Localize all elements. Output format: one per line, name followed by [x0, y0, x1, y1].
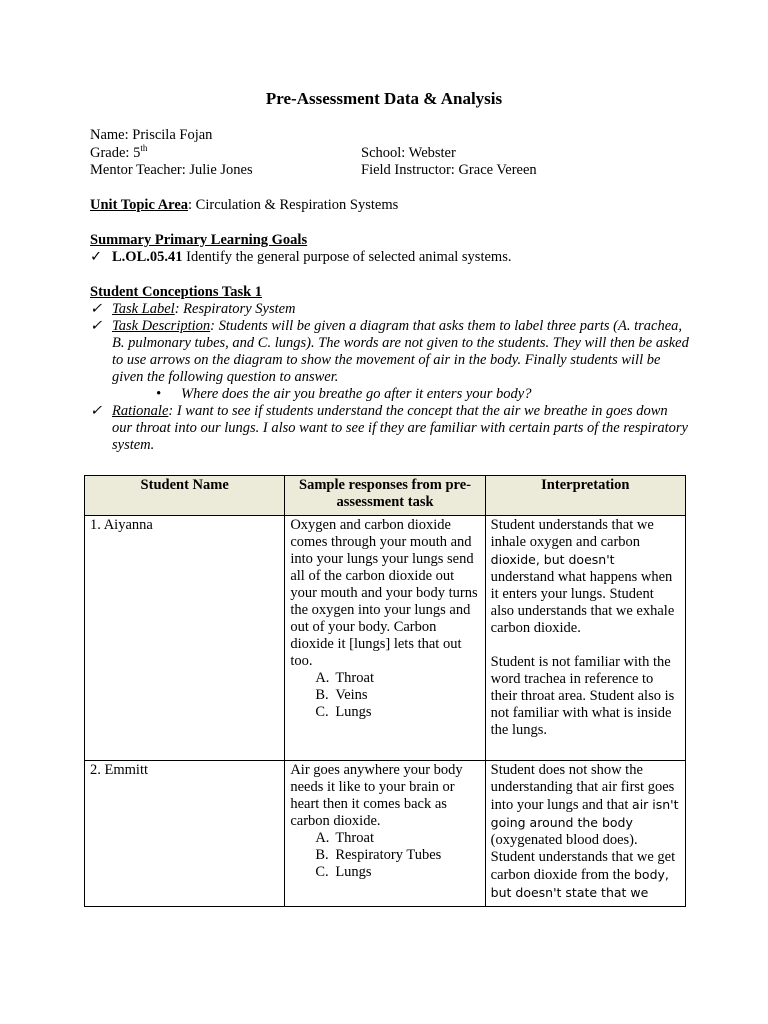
student-name-cell: 2. Emmitt	[85, 761, 285, 907]
task-heading: Student Conceptions Task 1	[90, 284, 263, 300]
table-row	[85, 761, 686, 907]
col-sample-responses: Sample responses from pre-assessment task	[285, 476, 485, 516]
field-instructor-field: Field Instructor: Grace Vereen	[361, 162, 537, 178]
table-row	[85, 516, 686, 761]
student-name-cell: 1. Aiyanna	[85, 516, 285, 761]
interpretation-cell: Student does not show the understanding that air first goes into your lungs and that air isn't going around the body (oxygenated blood does). Student understands that we get carbon dioxide from the body, but doesn't state that we	[485, 761, 685, 907]
checkmark-icon: ✓	[90, 249, 103, 265]
response-cell: Oxygen and carbon dioxide comes through your mouth and into your lungs your lungs send all of the carbon dioxide out your mouth and your body turns the oxygen into your lungs and out of your body. Carbon dioxide it [lungs] lets that out too. A. Throat B. Veins C. Lungs	[285, 516, 485, 761]
school-field: School: Webster	[361, 144, 456, 161]
checkmark-icon: ✓	[90, 318, 103, 334]
interpretation-cell: Student understands that we inhale oxygen and carbon dioxide, but doesn't understand what happens when it enters your lungs. Student also understands that we exhale carbon dioxide. Student is not familiar with the word trachea in reference to their throat area. Student also is not familiar with what is inside the lungs.	[485, 516, 685, 761]
checkmark-icon: ✓	[90, 301, 103, 317]
unit-topic: Unit Topic Area: Circulation & Respiration Systems	[90, 197, 399, 213]
checkmark-icon: ✓	[90, 403, 103, 419]
assessment-table	[84, 475, 686, 907]
page-title: Pre-Assessment Data & Analysis	[265, 89, 503, 108]
task-question: • Where does the air you breathe go after it enters your body?	[156, 386, 532, 402]
grade-field: Grade: 5th	[90, 142, 148, 161]
learning-goals: Summary Primary Learning Goals ✓ L.OL.05.41 Identify the general purpose of selected animal systems.	[90, 232, 690, 266]
col-student-name: Student Name	[85, 476, 285, 516]
bullet-icon: •	[156, 386, 162, 402]
response-cell: Air goes anywhere your body needs it like to your brain or heart then it comes back as carbon dioxide. A. Throat B. Respiratory Tubes C. Lungs	[285, 761, 485, 907]
student-name-field: Name: Priscila Fojan	[90, 127, 213, 143]
task-section: Student Conceptions Task 1 ✓ Task Label: Respiratory System ✓ Task Description: Students will be given a diagram that asks them to label three parts (A. trachea, B. pulmonary tubes, and C. lungs). The words are not given to the students. They will then be asked to use arrows on the diagram to show the movement of air in the body. Finally students will be given the following question to answer. • Where does the air you breathe go after it enters your body? ✓ Rationale: I want to see if students understand the concept that the air we breathe in goes down our throat into our lungs. I also want to see if they are familiar with certain parts of the respiratory system.	[90, 284, 689, 453]
header-info	[90, 127, 690, 180]
goals-heading: Summary Primary Learning Goals	[90, 232, 308, 248]
table-header-row	[85, 476, 686, 516]
mentor-field: Mentor Teacher: Julie Jones	[90, 162, 253, 178]
col-interpretation: Interpretation	[485, 476, 685, 516]
